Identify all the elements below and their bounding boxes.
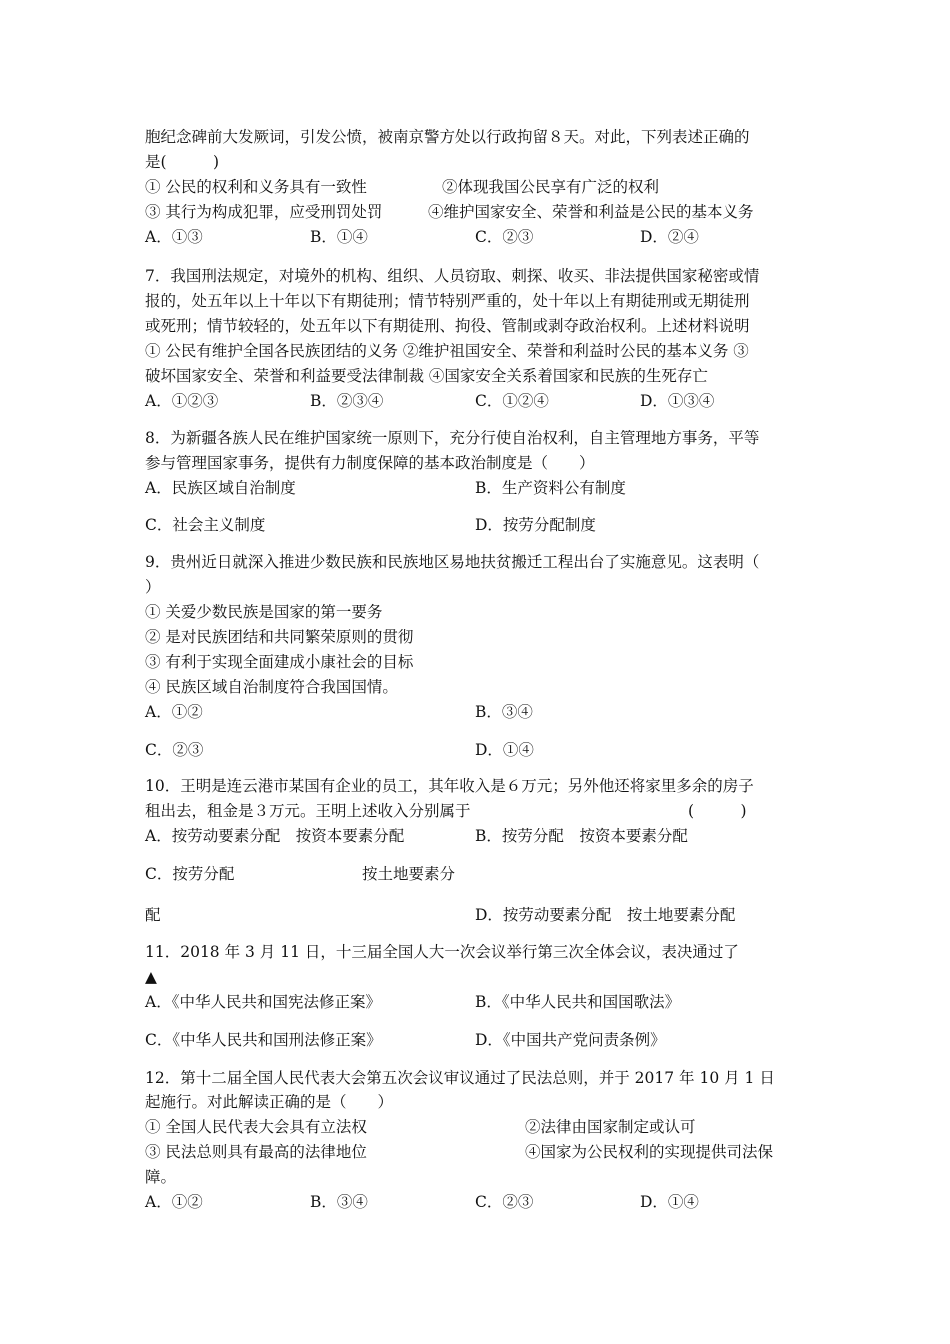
q10-option-a: A．按劳动要素分配 按资本要素分配 xyxy=(145,827,405,845)
q12-option-c: C．②③ xyxy=(475,1193,534,1211)
q9-item-1: ① 关爱少数民族是国家的第一要务 xyxy=(145,603,383,621)
q7-stem-line-2: 报的，处五年以上十年以下有期徒刑；情节特别严重的，处十年以上有期徒刑或无期徒刑 xyxy=(145,292,750,310)
q12-item-2: ②法律由国家制定或认可 xyxy=(525,1118,696,1136)
q9-item-4: ④ 民族区域自治制度符合我国国情。 xyxy=(145,678,398,696)
q10-option-c: C．按劳分配 xyxy=(145,865,235,883)
q8-option-c: C．社会主义制度 xyxy=(145,516,266,534)
q6-option-a: A．①③ xyxy=(145,228,203,246)
q6-option-b: B．①④ xyxy=(310,228,368,246)
q10-option-c-part-3: 配 xyxy=(145,906,161,924)
q10-stem-line-1: 10．王明是连云港市某国有企业的员工，其年收入是６万元；另外他还将家里多余的房子 xyxy=(145,777,754,795)
q6-stem-line-1: 胞纪念碑前大发厥词，引发公愤，被南京警方处以行政拘留８天。对此，下列表述正确的 xyxy=(145,128,750,146)
q10-answer-paren: ( ) xyxy=(688,802,747,820)
q7-stem-line-1: 7．我国刑法规定，对境外的机构、组织、人员窃取、刺探、收买、非法提供国家秘密或情 xyxy=(145,267,760,285)
q6-stem-line-2: 是( ) xyxy=(145,153,220,171)
q6-option-c: C．②③ xyxy=(475,228,534,246)
q6-item-1: ① 公民的权利和义务具有一致性 xyxy=(145,178,367,196)
q8-option-d: D．按劳分配制度 xyxy=(475,516,596,534)
q6-option-d: D．②④ xyxy=(640,228,699,246)
q9-option-a: A．①② xyxy=(145,703,203,721)
q9-option-c: C．②③ xyxy=(145,741,204,759)
q6-item-3: ③ 其行为构成犯罪，应受刑罚处罚 xyxy=(145,203,383,221)
q10-stem-line-2: 租出去，租金是３万元。王明上述收入分别属于 xyxy=(145,802,471,820)
q9-option-d: D．①④ xyxy=(475,741,534,759)
q6-item-4: ④维护国家安全、荣誉和利益是公民的基本义务 xyxy=(428,203,754,221)
q10-option-d: D．按劳动要素分配 按土地要素分配 xyxy=(475,906,736,924)
q12-stem-line-1: 12．第十二届全国人民代表大会第五次会议审议通过了民法总则，并于 2017 年 10 月 1 日 xyxy=(145,1069,775,1087)
q7-stem-line-3: 或死刑；情节较轻的，处五年以下有期徒刑、拘役、管制或剥夺政治权利。上述材料说明 xyxy=(145,317,750,335)
q9-option-b: B．③④ xyxy=(475,703,533,721)
q8-stem-line-1: 8．为新疆各族人民在维护国家统一原则下，充分行使自治权利，自主管理地方事务，平等 xyxy=(145,429,760,447)
q7-option-a: A．①②③ xyxy=(145,392,219,410)
q7-stem-line-4: ① 公民有维护全国各民族团结的义务 ②维护祖国安全、荣誉和利益时公民的基本义务 ③ xyxy=(145,342,749,360)
q12-option-a: A．①② xyxy=(145,1193,203,1211)
q12-option-d: D．①④ xyxy=(640,1193,699,1211)
q11-option-a: A．《中华人民共和国宪法修正案》 xyxy=(145,993,381,1011)
q7-option-b: B．②③④ xyxy=(310,392,384,410)
q10-option-b: B．按劳分配 按资本要素分配 xyxy=(475,827,688,845)
q12-item-4-continued: 障。 xyxy=(145,1168,177,1186)
q12-stem-line-2: 起施行。对此解读正确的是（ ） xyxy=(145,1093,394,1111)
q9-stem-line-1: 9．贵州近日就深入推进少数民族和民族地区易地扶贫搬迁工程出台了实施意见。这表明（ xyxy=(145,553,760,571)
q10-option-c-part-2: 按土地要素分 xyxy=(362,865,456,883)
q9-stem-line-2: ） xyxy=(145,578,161,596)
q9-item-2: ② 是对民族团结和共同繁荣原则的贯彻 xyxy=(145,628,414,646)
q11-option-c: C．《中华人民共和国刑法修正案》 xyxy=(145,1031,382,1049)
q12-item-1: ① 全国人民代表大会具有立法权 xyxy=(145,1118,367,1136)
q8-option-b: B．生产资料公有制度 xyxy=(475,479,626,497)
q7-stem-line-5: 破坏国家安全、荣誉和利益要受法律制裁 ④国家安全关系着国家和民族的生死存亡 xyxy=(145,367,708,385)
q11-stem-line-1: 11．2018 年 3 月 11 日，十三届全国人大一次会议举行第三次全体会议，表决通过了 xyxy=(145,943,739,961)
q12-item-3: ③ 民法总则具有最高的法律地位 xyxy=(145,1143,367,1161)
q12-option-b: B．③④ xyxy=(310,1193,368,1211)
q9-item-3: ③ 有利于实现全面建成小康社会的目标 xyxy=(145,653,414,671)
q12-item-4: ④国家为公民权利的实现提供司法保 xyxy=(525,1143,774,1161)
q11-blank-marker: ▲ xyxy=(145,968,157,986)
q11-option-b: B．《中华人民共和国国歌法》 xyxy=(475,993,681,1011)
q8-option-a: A．民族区域自治制度 xyxy=(145,479,296,497)
q11-option-d: D．《中国共产党问责条例》 xyxy=(475,1031,666,1049)
q8-stem-line-2: 参与管理国家事务，提供有力制度保障的基本政治制度是（ ） xyxy=(145,454,595,472)
q7-option-d: D．①③④ xyxy=(640,392,715,410)
q6-item-2: ②体现我国公民享有广泛的权利 xyxy=(442,178,660,196)
q7-option-c: C．①②④ xyxy=(475,392,549,410)
